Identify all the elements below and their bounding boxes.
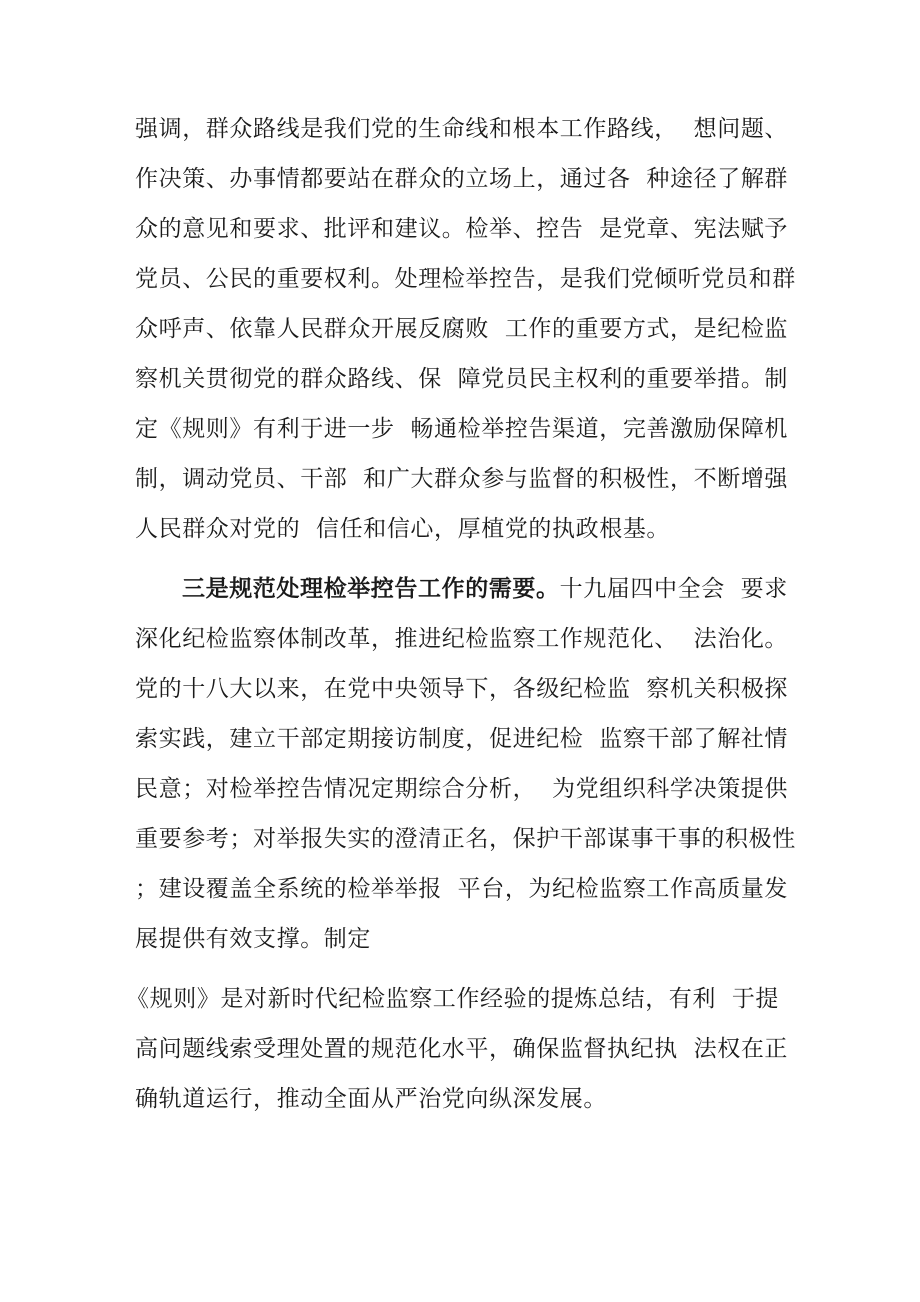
text-line: 《规则》是对新时代纪检监察工作经验的提炼总结，有利 于提 bbox=[126, 986, 780, 1012]
text-line: 党员、公民的重要权利。处理检举控告，是我们党倾听党员和群 bbox=[135, 266, 796, 292]
text-line: ；建设覆盖全系统的检举举报 平台，为纪检监察工作高质量发 bbox=[135, 876, 789, 902]
text-line: 高问题线索受理处置的规范化水平，确保监督执纪执 法权在正 bbox=[135, 1036, 789, 1062]
text-line: 确轨道运行，推动全面从严治党向纵深发展。 bbox=[135, 1086, 607, 1112]
text-line: 强调，群众路线是我们党的生命线和根本工作路线， 想问题、 bbox=[135, 116, 789, 142]
text-span: 十九届四中全会 要求 bbox=[559, 576, 788, 602]
text-line: 众呼声、依靠人民群众开展反腐败 工作的重要方式，是纪检监 bbox=[135, 316, 789, 342]
text-line: 索实践，建立干部定期接访制度，促进纪检 监察干部了解社情 bbox=[135, 726, 789, 752]
text-line: 民意；对检举控告情况定期综合分析， 为党组织科学决策提供 bbox=[135, 776, 789, 802]
section-heading: 三是规范处理检举控告工作的需要。 bbox=[182, 575, 560, 602]
text-line: 党的十八大以来，在党中央领导下，各级纪检监 察机关积极探 bbox=[135, 676, 789, 702]
paragraph-2-first-line bbox=[182, 574, 788, 604]
text-line: 人民群众对党的 信任和信心，厚植党的执政根基。 bbox=[135, 516, 671, 542]
text-line: 众的意见和要求、批评和建议。检举、控告 是党章、宪法赋予 bbox=[135, 216, 789, 242]
text-line: 察机关贯彻党的群众路线、保 障党员民主权利的重要举措。制 bbox=[135, 366, 789, 392]
text-line: 展提供有效支撑。制定 bbox=[135, 926, 371, 952]
text-line: 制，调动党员、干部 和广大群众参与监督的积极性，不断增强 bbox=[135, 466, 789, 492]
text-line: 作决策、办事情都要站在群众的立场上，通过各 种途径了解群 bbox=[135, 166, 789, 192]
text-line: 定《规则》有利于进一步 畅通检举控告渠道，完善激励保障机 bbox=[135, 416, 789, 442]
text-line: 深化纪检监察体制改革，推进纪检监察工作规范化、 法治化。 bbox=[135, 626, 789, 652]
text-line: 重要参考；对举报失实的澄清正名，保护干部谋事干事的积极性 bbox=[135, 826, 796, 852]
